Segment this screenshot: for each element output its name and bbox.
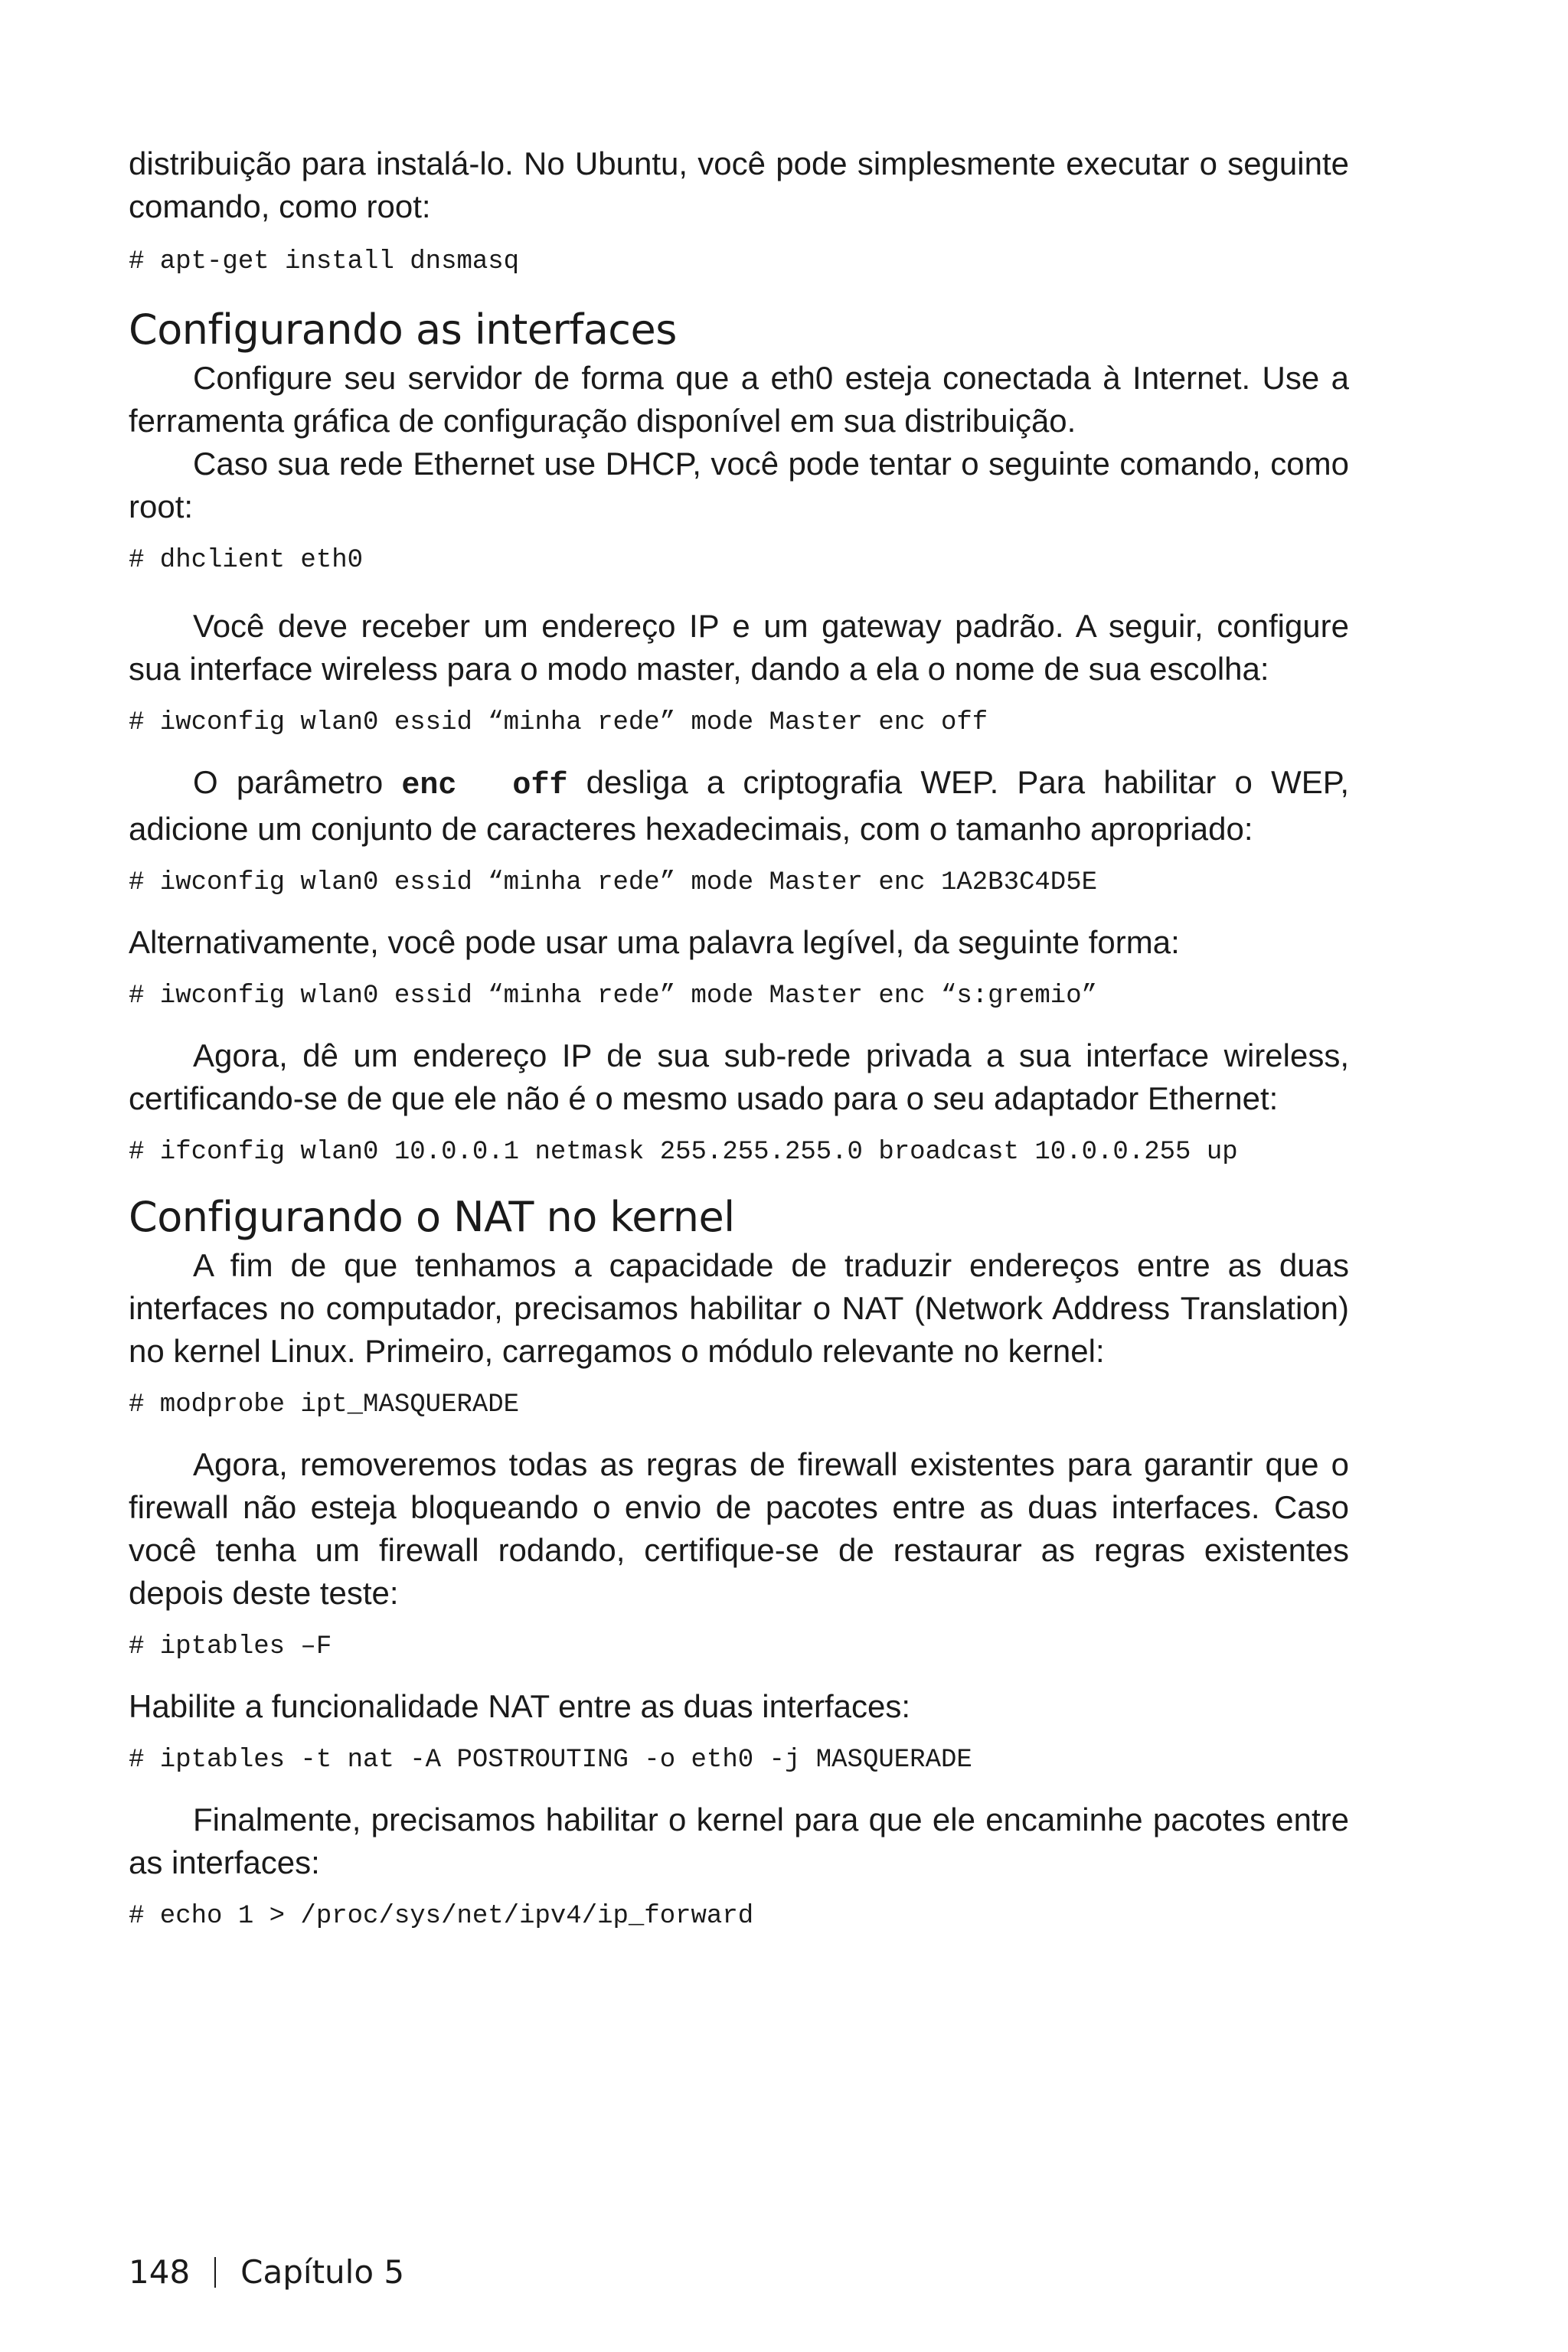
chapter-label: Capítulo 5 bbox=[240, 2253, 405, 2291]
code-iptables-masquerade: # iptables -t nat -A POSTROUTING -o eth0 -j MASQUERADE bbox=[129, 1746, 972, 1775]
paragraph-enc-off bbox=[129, 761, 1349, 851]
footer-separator bbox=[214, 2257, 216, 2288]
code-iwconfig-off: # iwconfig wlan0 essid “minha rede” mode Master enc off bbox=[129, 708, 988, 737]
code-apt-get: # apt-get install dnsmasq bbox=[129, 247, 520, 276]
paragraph-nat-intro: A fim de que tenhamos a capacidade de traduzir endereços entre as duas interfaces no computador, precisamos habilitar o NAT (Network Address Translation) no kernel Linux. Primeiro, carregamos o módulo relevante no kernel: bbox=[129, 1247, 1349, 1369]
paragraph-enable-nat: Habilite a funcionalidade NAT entre as duas interfaces: bbox=[129, 1688, 911, 1724]
page-footer bbox=[129, 2251, 404, 2294]
code-ip-forward: # echo 1 > /proc/sys/net/ipv4/ip_forward bbox=[129, 1902, 754, 1931]
paragraph-ip-address: Agora, dê um endereço IP de sua sub-rede privada a sua interface wireless, certificando-se de que ele não é o mesmo usado para o seu adaptador Ethernet: bbox=[129, 1037, 1349, 1116]
paragraph-configure-server: Configure seu servidor de forma que a eth0 esteja conectada à Internet. Use a ferramenta gráfica de configuração disponível em sua distribuição. bbox=[129, 360, 1349, 439]
paragraph-intro: distribuição para instalá-lo. No Ubuntu, você pode simplesmente executar o seguinte comando, como root: bbox=[129, 145, 1349, 224]
page-content bbox=[129, 142, 1349, 1932]
paragraph-dhcp: Caso sua rede Ethernet use DHCP, você pode tentar o seguinte comando, como root: bbox=[129, 446, 1349, 524]
code-iptables-flush: # iptables –F bbox=[129, 1632, 332, 1661]
paragraph-remove-firewall: Agora, removeremos todas as regras de firewall existentes para garantir que o firewall não esteja bloqueando o envio de pacotes entre as duas interfaces. Caso você tenha um firewall rodando, certifique-se de restaurar as regras existentes depois deste teste: bbox=[129, 1446, 1349, 1611]
paragraph-enc-off-text-before: O parâmetro bbox=[193, 764, 402, 800]
code-dhclient: # dhclient eth0 bbox=[129, 546, 364, 575]
section-heading-nat: Configurando o NAT no kernel bbox=[129, 1193, 735, 1241]
section-heading-interfaces: Configurando as interfaces bbox=[129, 305, 677, 354]
paragraph-enc-off-text-after: desliga a criptografia WEP. Para habilitar o WEP, adicione um conjunto de caracteres hexadecimais, com o tamanho apropriado: bbox=[129, 764, 1349, 847]
code-iwconfig-hex: # iwconfig wlan0 essid “minha rede” mode Master enc 1A2B3C4D5E bbox=[129, 868, 1098, 897]
paragraph-ip-forward: Finalmente, precisamos habilitar o kernel para que ele encaminhe pacotes entre as interfaces: bbox=[129, 1802, 1349, 1880]
inline-code-enc-off: enc off bbox=[401, 769, 568, 803]
code-iwconfig-string: # iwconfig wlan0 essid “minha rede” mode Master enc “s:gremio” bbox=[129, 982, 1098, 1011]
code-modprobe: # modprobe ipt_MASQUERADE bbox=[129, 1390, 520, 1419]
page-number: 148 bbox=[129, 2253, 191, 2291]
paragraph-alternatively: Alternativamente, você pode usar uma palavra legível, da seguinte forma: bbox=[129, 924, 1180, 960]
code-ifconfig: # ifconfig wlan0 10.0.0.1 netmask 255.255.255.0 broadcast 10.0.0.255 up bbox=[129, 1138, 1238, 1167]
paragraph-wireless-master: Você deve receber um endereço IP e um gateway padrão. A seguir, configure sua interface wireless para o modo master, dando a ela o nome de sua escolha: bbox=[129, 608, 1349, 687]
